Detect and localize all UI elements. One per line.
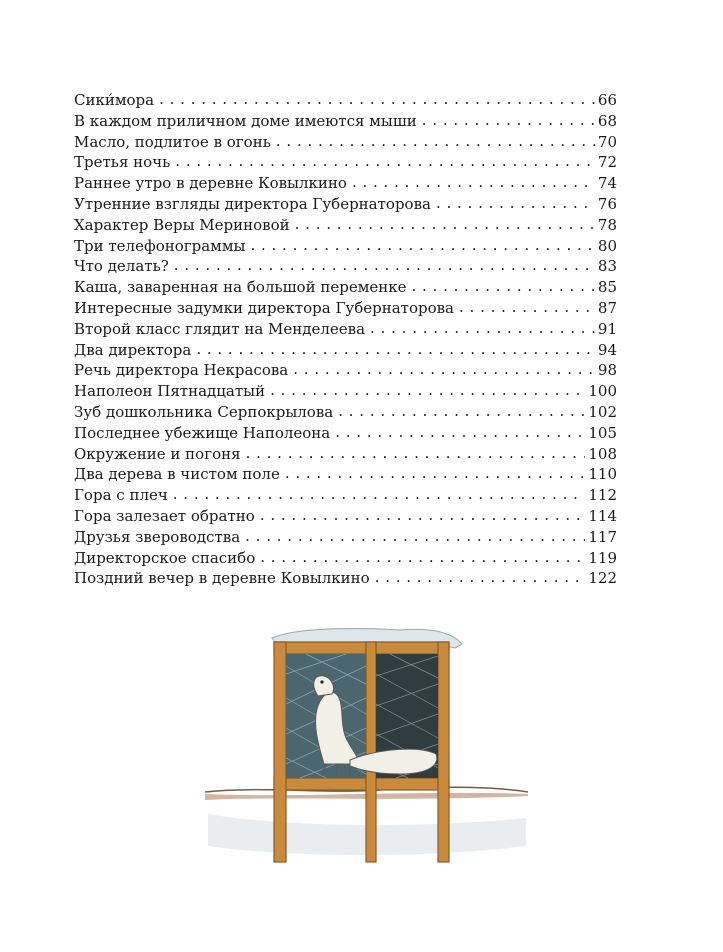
toc-entry-title: Раннее утро в деревне Ковылкино: [74, 174, 347, 193]
toc-leader-dots: [335, 422, 585, 443]
cage-middle-post: [366, 642, 376, 862]
toc-entry-title: Наполеон Пятнадцатый: [74, 382, 266, 401]
toc-entry: [74, 277, 617, 298]
toc-leader-dots: [175, 151, 595, 172]
toc-entry-page: 70: [597, 132, 617, 151]
cage-top-beam: [274, 642, 449, 654]
cage-bottom-beam: [274, 778, 449, 790]
toc-leader-dots: [174, 255, 595, 276]
toc-entry: [74, 194, 617, 215]
toc-entry-page: 85: [597, 278, 617, 297]
toc-entry-page: 102: [588, 402, 617, 421]
toc-entry: [74, 485, 617, 506]
toc-entry: [74, 256, 617, 277]
toc-entry-page: 80: [597, 236, 617, 255]
toc-entry: [74, 215, 617, 236]
toc-entry: [74, 568, 617, 589]
toc-entry-page: 122: [588, 569, 617, 588]
toc-entry-page: 83: [597, 257, 617, 276]
cage-right-post: [438, 642, 449, 862]
toc-entry-page: 112: [588, 486, 617, 505]
toc-leader-dots: [276, 131, 595, 152]
toc-leader-dots: [250, 235, 594, 256]
toc-leader-dots: [270, 380, 585, 401]
toc-entry: [74, 464, 617, 485]
toc-leader-dots: [173, 484, 586, 505]
toc-entry-title: Последнее убежище Наполеона: [74, 423, 331, 442]
toc-entry-page: 76: [597, 194, 617, 213]
cage-left-post: [274, 642, 286, 862]
toc-leader-dots: [352, 172, 595, 193]
toc-entry-page: 94: [597, 340, 617, 359]
toc-entry-title: Гора с плеч: [74, 486, 168, 505]
toc-leader-dots: [412, 276, 595, 297]
toc-entry-page: 98: [597, 361, 617, 380]
toc-entry-page: 68: [597, 111, 617, 130]
toc-leader-dots: [245, 526, 585, 547]
toc-entry-title: Речь директора Некрасова: [74, 361, 289, 380]
toc-entry: [74, 402, 617, 423]
toc-entry-title: Окружение и погоня: [74, 444, 241, 463]
toc-entry: [74, 152, 617, 173]
toc-entry-page: 66: [597, 91, 617, 109]
toc-entry: [74, 319, 617, 340]
toc-entry: [74, 423, 617, 444]
toc-leader-dots: [370, 318, 595, 339]
toc-entry-page: 108: [588, 444, 617, 463]
toc-entry-page: 105: [588, 423, 617, 442]
toc-entry-page: 100: [588, 382, 617, 401]
toc-entry: [74, 173, 617, 194]
toc-entry-title: Друзья звероводства: [74, 527, 241, 546]
toc-entry-page: 117: [588, 527, 617, 546]
toc-entry-title: Поздний вечер в деревне Ковылкино: [74, 569, 370, 588]
toc-leader-dots: [338, 401, 585, 422]
toc-entry-title: Директорское спасибо: [74, 548, 256, 567]
toc-leader-dots: [159, 89, 595, 110]
toc-entry: [74, 548, 617, 569]
toc-entry-title: Два дерева в чистом поле: [74, 465, 280, 484]
toc-entry: [74, 381, 617, 402]
toc-entry-title: Два директора: [74, 340, 192, 359]
toc-entry: [74, 360, 617, 381]
toc-entry-title: Гора залезает обратно: [74, 506, 255, 525]
toc-entry-page: 72: [597, 153, 617, 172]
toc-entry-title: Три телефонограммы: [74, 236, 246, 255]
toc-entry-page: 91: [597, 319, 617, 338]
toc-entry: [74, 444, 617, 465]
toc-leader-dots: [293, 359, 595, 380]
toc-entry-title: Что делать?: [74, 257, 169, 276]
toc-entry-page: 74: [597, 174, 617, 193]
toc-leader-dots: [246, 443, 586, 464]
toc-entry: [74, 298, 617, 319]
toc-entry-page: 78: [597, 215, 617, 234]
toc-entry-title: Характер Веры Мериновой: [74, 215, 290, 234]
toc-entry: [74, 340, 617, 361]
toc-entry-title: Интересные задумки директора Губернаторова: [74, 298, 454, 317]
toc-leader-dots: [285, 463, 586, 484]
toc-entry-page: 114: [588, 506, 617, 525]
toc-leader-dots: [295, 214, 595, 235]
toc-entry: [74, 132, 617, 153]
toc-entry: [74, 527, 617, 548]
toc-entry-title: Третья ночь: [74, 153, 171, 172]
toc-leader-dots: [459, 297, 595, 318]
toc-entry-title: В каждом приличном доме имеются мыши: [74, 111, 417, 130]
toc-leader-dots: [422, 110, 595, 131]
toc-entry-title: Утренние взгляды директора Губернаторова: [74, 194, 431, 213]
toc-entry-page: 110: [588, 465, 617, 484]
toc-entry-title: Каша, заваренная на большой переменке: [74, 278, 407, 297]
animal-cage-illustration: [200, 614, 530, 864]
toc-entry-title: Масло, подлитое в огонь: [74, 132, 271, 151]
toc-entry: [74, 506, 617, 527]
toc-entry-page: 87: [597, 298, 617, 317]
toc-leader-dots: [436, 193, 595, 214]
toc-leader-dots: [375, 567, 586, 588]
toc-entry: [74, 236, 617, 257]
toc-leader-dots: [196, 339, 595, 360]
toc-entry-title: Зуб дошкольника Серпокрылова: [74, 402, 334, 421]
toc-entry: [74, 90, 617, 111]
animal-eye: [320, 680, 323, 683]
toc-entry-page: 119: [588, 548, 617, 567]
toc-entry-title: Сики́мора: [74, 91, 155, 109]
toc-leader-dots: [260, 505, 586, 526]
toc-entry: [74, 111, 617, 132]
toc-entry-title: Второй класс глядит на Менделеева: [74, 319, 366, 338]
table-of-contents: [74, 90, 617, 589]
toc-leader-dots: [260, 547, 585, 568]
